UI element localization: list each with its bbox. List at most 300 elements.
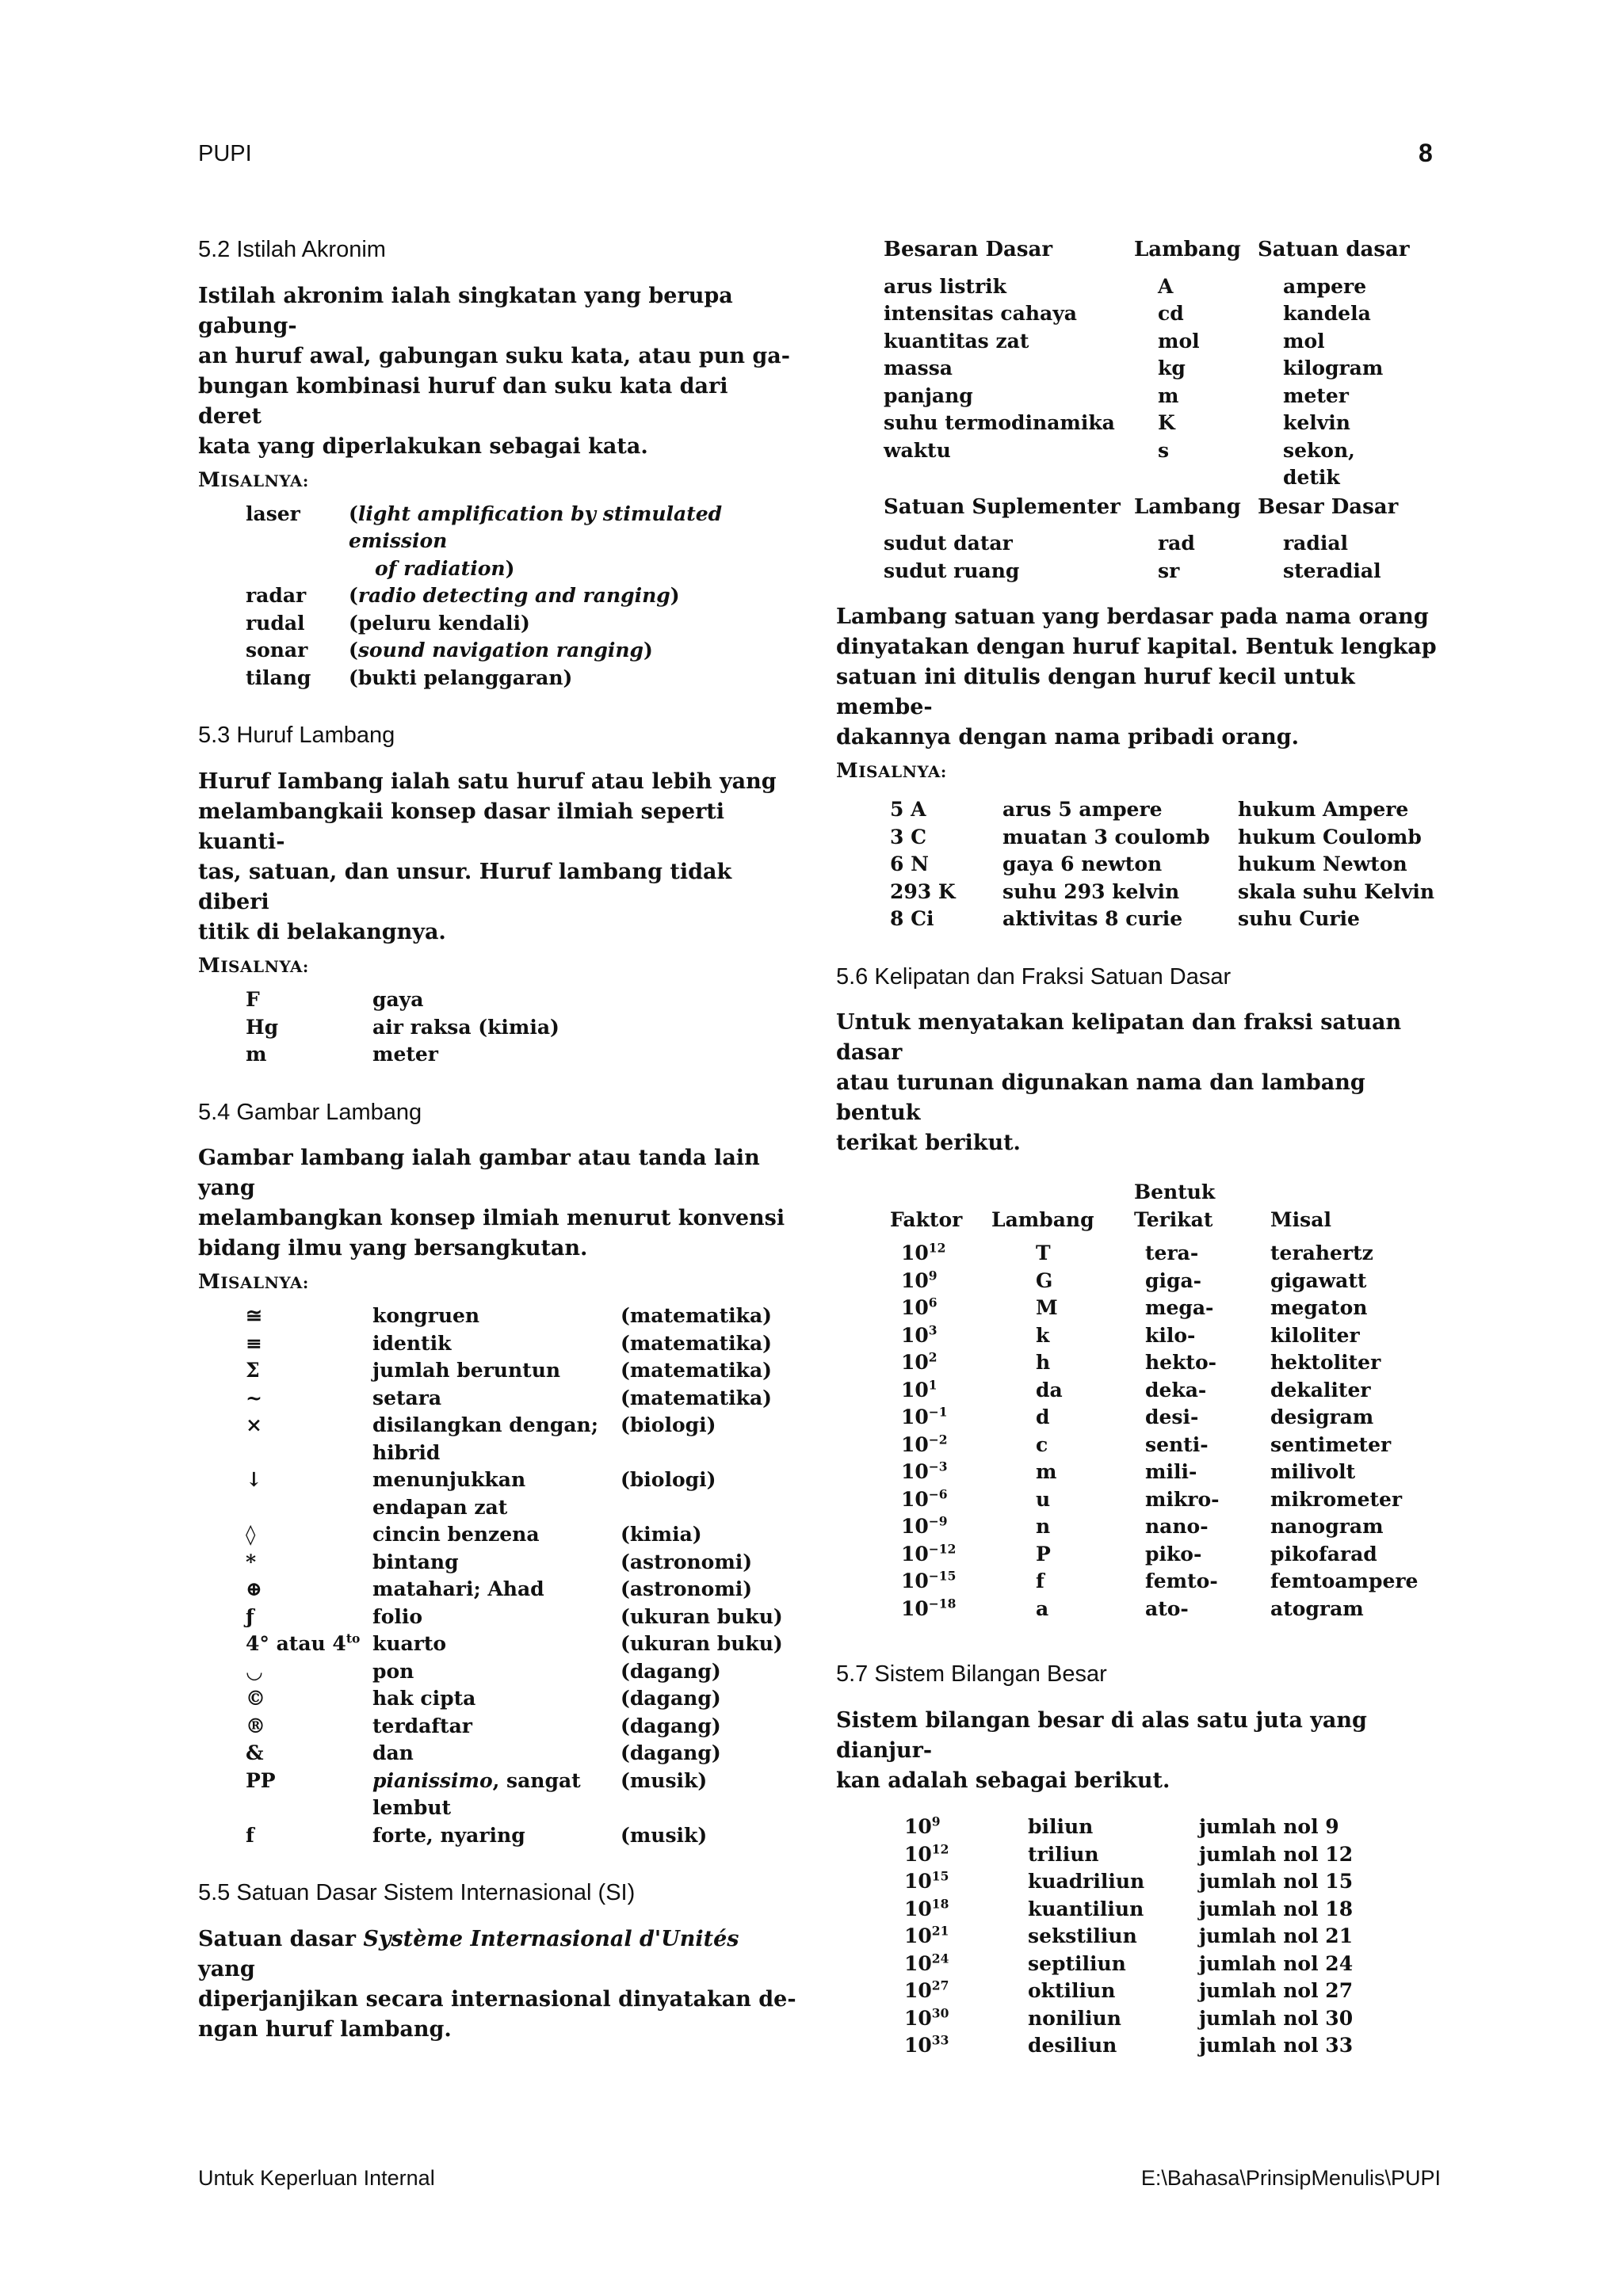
factor-cell	[890, 1568, 991, 1596]
table-row	[246, 1576, 783, 1604]
unit-law: hukum Newton	[1238, 852, 1407, 875]
prefix-example: nanogram	[1270, 1515, 1384, 1539]
paragraph-line: Untuk menyatakan kelipatan dan fraksi satuan dasar	[836, 1010, 1402, 1066]
acronym-expansion	[349, 501, 796, 555]
table-cell: radial	[1283, 532, 1349, 555]
expansion-text: of radiation	[375, 556, 506, 580]
table-row	[890, 1377, 1418, 1405]
zero-count: jumlah nol 18	[1199, 1897, 1354, 1920]
prefix-symbol: da	[1036, 1378, 1063, 1402]
symbol-cell	[246, 1822, 372, 1850]
prefix-example: sentimeter	[1270, 1432, 1392, 1456]
paragraph-line: bungan kombinasi huruf dan suku kata dari deret	[198, 373, 728, 429]
paragraph-line: kata yang diperlakukan sebagai kata.	[198, 433, 648, 459]
factor-base: 10	[901, 1378, 929, 1402]
paragraph-line: diperjanjikan secara internasional dinyatakan de-	[198, 1987, 796, 2012]
meaning-cell	[372, 1768, 621, 1822]
unit-symbol: 293 K	[890, 879, 956, 903]
column-header	[991, 1179, 1134, 1207]
unit-symbol: 5 A	[890, 798, 926, 821]
meaning-text: kuarto	[372, 1632, 447, 1656]
meaning-text: folio	[372, 1604, 423, 1628]
section-5-2-title: 5.2 Istilah Akronim	[198, 237, 386, 262]
power-base: 10	[904, 2034, 932, 2058]
table-row	[246, 1685, 783, 1713]
table-row	[246, 986, 559, 1014]
meaning-text: pon	[372, 1659, 414, 1683]
paragraph-line: melambangkan konsep ilmiah menurut konvensi	[198, 1206, 785, 1231]
expansion-text: (peluru kendali)	[349, 611, 530, 635]
table-row	[890, 879, 1434, 906]
paragraph-line: bidang ilmu yang bersangkutan.	[198, 1236, 588, 1261]
prefix-symbol: u	[1036, 1487, 1051, 1511]
section-5-6-body	[836, 1008, 1442, 1158]
paragraph-line: Sistem bilangan besar di alas satu juta yang dianjur-	[836, 1708, 1367, 1764]
factor-cell	[890, 1295, 991, 1322]
symbol-cell	[246, 1302, 372, 1330]
field-cell: (astronomi)	[621, 1550, 753, 1573]
prefix-example: gigawatt	[1270, 1268, 1367, 1292]
field-cell: (matematika)	[621, 1359, 772, 1383]
table-cell: kelvin	[1283, 411, 1350, 434]
number-name: biliun	[1028, 1815, 1094, 1839]
table-cell: kuantitas zat	[884, 329, 1029, 353]
symbol-cell	[246, 1330, 372, 1358]
power-cell	[904, 1951, 1028, 1978]
table-header-row	[884, 492, 1416, 531]
footer-right: E:\Bahasa\PrinsipMenulis\PUPI	[1140, 2166, 1441, 2190]
table-row	[246, 1357, 783, 1385]
factor-base: 10	[901, 1460, 929, 1484]
symbol-glyph: f	[246, 1823, 254, 1847]
table-cell: kilogram	[1283, 357, 1384, 379]
acronym-expansion	[349, 582, 796, 610]
table-row	[246, 1466, 783, 1521]
factor-exponent: 1	[928, 1377, 938, 1393]
table-row	[890, 1568, 1418, 1596]
factor-base: 10	[901, 1351, 929, 1375]
table-row	[890, 1459, 1418, 1486]
unit-law: hukum Coulomb	[1238, 825, 1422, 849]
power-cell	[904, 2032, 1028, 2060]
prefix-symbol: c	[1036, 1432, 1048, 1456]
misalnya-label: MISALNYA:	[198, 1270, 309, 1294]
table-cell: mol	[1283, 329, 1325, 353]
factor-cell	[890, 1486, 991, 1514]
prefix-example: mikrometer	[1270, 1487, 1403, 1511]
power-exponent: 27	[931, 1978, 949, 1993]
meaning-cell: air raksa (kimia)	[372, 1015, 559, 1039]
page-number: 8	[1419, 139, 1433, 167]
power-cell	[904, 1841, 1028, 1869]
meaning-cell	[372, 1658, 621, 1686]
factor-exponent: −2	[928, 1432, 948, 1447]
factor-cell	[890, 1432, 991, 1459]
symbol-cell: F	[246, 988, 260, 1012]
prefix-name: hekto-	[1145, 1351, 1217, 1375]
table-cell: steradial	[1283, 559, 1381, 582]
power-exponent: 24	[931, 1951, 949, 1966]
power-base: 10	[904, 1951, 932, 1975]
prefix-symbol: P	[1036, 1542, 1051, 1566]
table-cell: suhu termodinamika	[884, 411, 1115, 434]
paragraph-line: melambangkaii konsep dasar ilmiah seperti kuanti-	[198, 799, 725, 855]
section-5-5-title: 5.5 Satuan Dasar Sistem Internasional (SI)	[198, 1880, 636, 1906]
factor-base: 10	[901, 1268, 929, 1292]
symbol-cell	[246, 1768, 372, 1822]
zero-count: jumlah nol 30	[1199, 2006, 1354, 2030]
power-exponent: 9	[931, 1814, 941, 1829]
meaning-cell	[372, 1740, 621, 1768]
symbol-glyph: ®	[246, 1714, 265, 1737]
field-cell: (biologi)	[621, 1413, 716, 1437]
right-column	[836, 236, 1442, 2060]
power-cell	[904, 1896, 1028, 1924]
column-header: Satuan dasar	[1258, 238, 1410, 261]
unit-description: aktivitas 8 curie	[1002, 907, 1183, 930]
factor-cell	[890, 1268, 991, 1295]
meaning-text: hak cipta	[372, 1687, 476, 1711]
meaning-cell	[372, 1549, 621, 1577]
paragraph-line: atau turunan digunakan nama dan lambang bentuk	[836, 1070, 1365, 1126]
prefix-symbol: f	[1036, 1569, 1044, 1593]
meaning-text: forte, nyaring	[372, 1823, 525, 1847]
symbol-glyph: ƒ	[246, 1604, 254, 1628]
power-cell	[904, 1868, 1028, 1896]
prefix-symbol: d	[1036, 1405, 1050, 1429]
table-row	[246, 1302, 783, 1330]
prefix-table	[890, 1179, 1418, 1623]
table-row	[246, 1330, 783, 1358]
prefix-name: femto-	[1145, 1569, 1218, 1593]
column-header: Besaran Dasar	[884, 238, 1053, 261]
unit-symbol: 3 C	[890, 825, 926, 849]
meaning-text: identik	[372, 1331, 452, 1355]
symbol-glyph: ⊕	[246, 1577, 262, 1601]
number-name: desiliun	[1028, 2034, 1117, 2058]
table-cell: waktu	[884, 438, 951, 462]
power-base: 10	[904, 1842, 932, 1866]
power-base: 10	[904, 1924, 932, 1948]
acronym-term: rudal	[246, 611, 305, 635]
zero-count: jumlah nol 15	[1199, 1870, 1354, 1894]
prefix-name: piko-	[1145, 1542, 1202, 1566]
table-row	[890, 796, 1434, 824]
paragraph-line: Satuan dasar Système Internasional d'Unités yang	[198, 1927, 739, 1982]
table-cell: m	[1158, 383, 1179, 407]
symbol-cell	[246, 1630, 372, 1658]
prefix-symbol: n	[1036, 1515, 1051, 1539]
table-row	[884, 530, 1416, 558]
symbol-glyph: ~	[246, 1386, 262, 1409]
meaning-cell	[372, 1385, 621, 1413]
field-cell: (biologi)	[621, 1468, 716, 1492]
symbol-cell	[246, 1713, 372, 1741]
acronym-expansion	[349, 637, 796, 665]
table-row	[890, 1295, 1418, 1322]
prefix-name: kilo-	[1145, 1323, 1196, 1347]
letter-symbol-table	[246, 986, 559, 1069]
symbol-cell	[246, 1685, 372, 1713]
table-row	[890, 906, 1434, 933]
table-header-row	[890, 1179, 1418, 1207]
section-5-6-title: 5.6 Kelipatan dan Fraksi Satuan Dasar	[836, 963, 1232, 990]
prefix-symbol: T	[1036, 1241, 1051, 1265]
factor-exponent: −18	[928, 1596, 957, 1611]
open-paren: (	[349, 584, 358, 608]
table-row	[246, 1768, 783, 1822]
number-name: oktiliun	[1028, 1979, 1116, 2003]
table-cell: meter	[1283, 383, 1349, 407]
meaning-text: kongruen	[372, 1304, 480, 1328]
meaning-cell	[372, 1412, 621, 1466]
symbol-glyph: *	[246, 1550, 257, 1573]
table-cell: A	[1158, 274, 1174, 298]
paragraph-line: ngan huruf lambang.	[198, 2017, 452, 2042]
meaning-text: terdaftar	[372, 1714, 472, 1737]
factor-exponent: −12	[928, 1541, 957, 1557]
table-row	[890, 1486, 1418, 1514]
table-header-row	[884, 235, 1416, 273]
factor-cell	[890, 1377, 991, 1405]
table-row	[246, 1630, 783, 1658]
table-row	[890, 824, 1434, 852]
unit-description: gaya 6 newton	[1002, 852, 1163, 875]
table-cell: kandela	[1283, 302, 1371, 325]
field-cell: (ukuran buku)	[621, 1632, 783, 1656]
factor-exponent: 2	[928, 1349, 938, 1365]
table-row	[890, 1404, 1418, 1432]
table-row	[246, 1014, 559, 1042]
factor-base: 10	[901, 1432, 929, 1456]
factor-cell	[890, 1322, 991, 1350]
unit-description: arus 5 ampere	[1002, 798, 1163, 821]
field-cell: (astronomi)	[621, 1577, 753, 1601]
table-row	[884, 437, 1416, 492]
meaning-cell	[372, 1576, 621, 1604]
column-header: Besar Dasar	[1258, 494, 1399, 519]
table-row	[890, 1432, 1418, 1459]
table-row	[890, 1322, 1418, 1350]
table-row	[246, 1385, 783, 1413]
factor-base: 10	[901, 1405, 929, 1429]
symbol-cell	[246, 1357, 372, 1385]
table-cell: massa	[884, 357, 953, 379]
paragraph-line: titik di belakangnya.	[198, 920, 446, 945]
table-cell: mol	[1158, 329, 1200, 353]
meaning-cell	[372, 1466, 621, 1521]
factor-cell	[890, 1541, 991, 1569]
table-row	[246, 1658, 783, 1686]
unit-law: suhu Curie	[1238, 907, 1360, 930]
column-header: Satuan Suplementer	[884, 494, 1121, 519]
prefix-name: desi-	[1145, 1405, 1199, 1429]
factor-base: 10	[901, 1296, 929, 1320]
prefix-example: kiloliter	[1270, 1323, 1360, 1347]
si-base-unit-table	[884, 235, 1416, 585]
table-row	[904, 1923, 1353, 1951]
acronym-term: radar	[246, 584, 307, 608]
zero-count: jumlah nol 27	[1199, 1979, 1354, 2003]
zero-count: jumlah nol 12	[1199, 1842, 1354, 1866]
table-cell: sudut datar	[884, 532, 1013, 555]
meaning-text: menunjukkan endapan zat	[372, 1468, 526, 1519]
power-base: 10	[904, 2006, 932, 2030]
symbol-cell	[246, 1466, 372, 1521]
open-paren: (	[349, 502, 358, 525]
factor-cell	[890, 1349, 991, 1377]
factor-cell	[890, 1240, 991, 1268]
number-name: noniliun	[1028, 2006, 1121, 2030]
factor-cell	[890, 1596, 991, 1623]
paragraph-line: Istilah akronim ialah singkatan yang berupa gabung-	[198, 283, 733, 338]
expansion-text: sound navigation ranging	[357, 639, 643, 662]
number-name: sekstiliun	[1028, 1924, 1137, 1948]
factor-exponent: −3	[928, 1459, 948, 1474]
table-row	[904, 1896, 1353, 1924]
table-cell: K	[1158, 411, 1175, 434]
table-row	[884, 410, 1416, 437]
prefix-name: mili-	[1145, 1460, 1197, 1484]
column-header: Misal	[1270, 1207, 1331, 1231]
symbol-glyph: PP	[246, 1768, 276, 1792]
column-header: Terikat	[1134, 1207, 1213, 1231]
table-row	[884, 300, 1416, 328]
meaning-cell	[372, 1330, 621, 1358]
meaning-text: jumlah beruntun	[372, 1359, 561, 1383]
prefix-name: tera-	[1145, 1241, 1199, 1265]
symbol-glyph: ◡	[246, 1659, 263, 1683]
close-paren: )	[505, 556, 515, 580]
table-row	[246, 1604, 783, 1631]
meaning-cell	[372, 1630, 621, 1658]
symbol-glyph: ↓	[246, 1468, 262, 1492]
prefix-example: megaton	[1270, 1296, 1368, 1320]
zero-count: jumlah nol 33	[1199, 2034, 1354, 2058]
field-cell: (dagang)	[621, 1714, 721, 1737]
symbol-superscript: to	[346, 1631, 361, 1647]
table-row	[246, 610, 796, 638]
meaning-cell	[372, 1822, 621, 1850]
table-cell: cd	[1158, 302, 1184, 325]
picture-symbol-table	[246, 1302, 783, 1849]
factor-cell	[890, 1404, 991, 1432]
field-cell: (musik)	[621, 1768, 708, 1792]
unit-description: muatan 3 coulomb	[1002, 825, 1210, 849]
table-row	[890, 1541, 1418, 1569]
prefix-example: atogram	[1270, 1596, 1364, 1620]
power-cell	[904, 2005, 1028, 2033]
factor-cell	[890, 1513, 991, 1541]
table-row	[246, 637, 796, 665]
acronym-expansion	[349, 555, 796, 583]
section-5-4-body	[198, 1143, 796, 1264]
power-exponent: 12	[931, 1841, 949, 1857]
table-cell: sudut ruang	[884, 559, 1020, 582]
table-row	[890, 1513, 1418, 1541]
prefix-name: mega-	[1145, 1296, 1214, 1320]
table-cell: kg	[1158, 357, 1186, 379]
meaning-text: dan	[372, 1741, 414, 1765]
prefix-name: senti-	[1145, 1432, 1209, 1456]
section-5-3-body	[198, 767, 796, 948]
factor-base: 10	[901, 1542, 929, 1566]
paragraph-line: terikat berikut.	[836, 1131, 1021, 1156]
factor-cell	[890, 1459, 991, 1486]
meaning-cell: meter	[372, 1043, 438, 1066]
prefix-symbol: k	[1036, 1323, 1050, 1347]
table-row	[246, 1521, 783, 1549]
prefix-name: deka-	[1145, 1378, 1207, 1402]
table-cell: arus listrik	[884, 274, 1006, 298]
meaning-cell: gaya	[372, 988, 424, 1012]
factor-exponent: −6	[928, 1486, 948, 1502]
acronym-term: tilang	[246, 666, 311, 689]
symbol-glyph: ×	[246, 1413, 262, 1437]
symbol-glyph: ≡	[246, 1331, 262, 1355]
power-exponent: 15	[931, 1868, 949, 1884]
number-name: kuadriliun	[1028, 1870, 1145, 1894]
power-base: 10	[904, 1815, 932, 1839]
table-row	[884, 355, 1416, 383]
paragraph-line: dakannya dengan nama pribadi orang.	[836, 725, 1300, 749]
table-row	[904, 1868, 1353, 1896]
table-row	[246, 665, 796, 692]
field-cell: (dagang)	[621, 1741, 721, 1765]
table-cell: s	[1158, 438, 1170, 462]
meaning-text: cincin benzena	[372, 1523, 540, 1547]
prefix-symbol: M	[1036, 1296, 1058, 1320]
zero-count: jumlah nol 24	[1199, 1951, 1354, 1975]
symbol-cell	[246, 1604, 372, 1631]
column-header	[1270, 1179, 1418, 1207]
table-cell: intensitas cahaya	[884, 302, 1077, 325]
column-header: Lambang	[991, 1207, 1094, 1231]
prefix-example: pikofarad	[1270, 1542, 1377, 1566]
field-cell: (ukuran buku)	[621, 1604, 783, 1628]
factor-exponent: 9	[928, 1268, 938, 1283]
paragraph-line: dinyatakan dengan huruf kapital. Bentuk lengkap	[836, 635, 1437, 659]
table-cell: sr	[1158, 559, 1180, 582]
symbol-glyph: ≅	[246, 1304, 262, 1328]
table-row	[904, 1951, 1353, 1978]
unit-example-table	[890, 796, 1434, 933]
paragraph-line: Lambang satuan yang berdasar pada nama orang	[836, 605, 1429, 629]
symbol-cell	[246, 1740, 372, 1768]
factor-base: 10	[901, 1596, 929, 1620]
column-header: Bentuk	[1134, 1180, 1216, 1204]
meaning-cell	[372, 1685, 621, 1713]
table-row	[904, 2005, 1353, 2033]
table-row	[890, 851, 1434, 879]
meaning-cell	[372, 1302, 621, 1330]
power-exponent: 18	[931, 1896, 949, 1912]
prefix-symbol: G	[1036, 1268, 1053, 1292]
symbol-cell	[246, 1658, 372, 1686]
table-row	[904, 1814, 1353, 1841]
table-cell: sekon, detik	[1283, 438, 1355, 489]
table-row	[246, 555, 796, 583]
paragraph-line: satuan ini ditulis dengan huruf kecil untuk membe-	[836, 665, 1355, 719]
section-5-7-title: 5.7 Sistem Bilangan Besar	[836, 1661, 1107, 1688]
misalnya-label: MISALNYA:	[198, 467, 309, 491]
unit-symbol: 8 Ci	[890, 907, 934, 930]
table-row	[884, 383, 1416, 410]
acronym-expansion	[349, 610, 796, 638]
factor-exponent: 6	[928, 1295, 938, 1310]
column-header	[890, 1179, 991, 1207]
footer-left: Untuk Keperluan Internal	[198, 2166, 435, 2190]
